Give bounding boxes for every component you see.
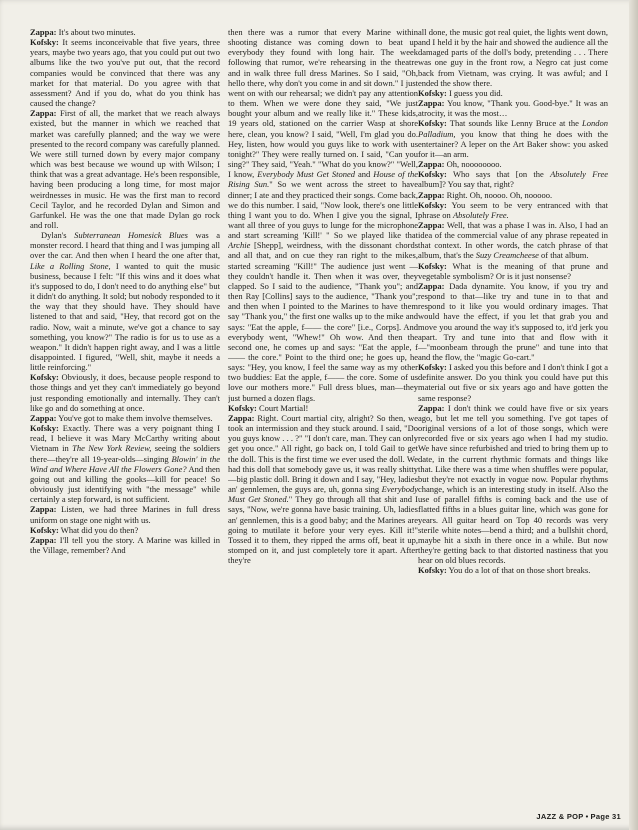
paragraph-text: was a monster record. I heard that thing and I was jumping all over the car. And then when I heard the one after that, xyxy=(30,230,220,261)
paragraph-text: all done, the music got real quiet, the lights went down, and I held it by the hair and showed the audience all the damaged parts of the doll's body, pretending . . . There was one guy in the front row, a Negro cat just come back from Vietnam, was crying. It was awful; and I ended the show there. xyxy=(418,27,608,88)
speaker-label: Kofsky: xyxy=(418,87,447,98)
interview-paragraph xyxy=(418,403,608,566)
paragraph-text: It seems inconceivable that five years, three years, maybe two years ago, that you could put out two albums like the two you've put out, that the record companies would be convinced that there was any market for that material. Do you agree with that assessment? And if you do, what do you think has caused the change? xyxy=(30,37,220,109)
interview-paragraph xyxy=(30,108,220,230)
interview-paragraph xyxy=(418,261,608,281)
italic-title: London Palladium, xyxy=(418,118,608,139)
interview-paragraph xyxy=(418,362,608,403)
paragraph-text: Right. Court martial city, alright? So then, we took an intermission and they stuck around. I said, "Do you guys know . . . ?" "I don't care, man. They can only get you once." All right, go back on, I told Gail to get the doll. This is the first time we ever used the doll. We had this doll that somebody gave us, it was really shitty—big plastic doll. Bring it down and I say, "Hey, ladies an' gennlemen, the guys are, uh, gonna sing xyxy=(228,412,418,495)
paragraph-text: Dada dynamite. You know, if you try and respond to that—like try and tune in to that and respond to it like you would ordinary images. That would have the effect, if you let that grab you and move you around the way it's supposed to, it'd jerk you apart. Try and tune into that and flow with it—"moonbeam through the prune" and tune into that and the flow, the "magic Go-cart." xyxy=(418,280,608,362)
italic-title: Everybody Must Get Stoned xyxy=(257,169,356,180)
text-column-3 xyxy=(418,27,608,799)
speaker-label: Kofsky: xyxy=(418,362,447,373)
text-column-1 xyxy=(30,27,220,799)
interview-paragraph xyxy=(418,118,608,159)
interview-paragraph xyxy=(30,27,220,37)
page-number: Page 31 xyxy=(590,812,621,821)
italic-title: Archie xyxy=(228,240,251,251)
paragraph-text: What did you do then? xyxy=(60,524,139,535)
paragraph-text: You do a lot of that on those short breaks. xyxy=(448,565,591,576)
speaker-label: Zappa: xyxy=(418,402,445,413)
paragraph-text: " So we went across the street to have dinner; I ate and they practiced their songs. Come back, we do this number. I said, "Now look, there's one little thing I want you to do. When I give you the signal, I want all three of you guys to lunge for the microphone and start screaming 'Kill!' " So we played like that xyxy=(228,179,418,241)
publication-name: JAZZ & POP xyxy=(536,812,584,821)
paragraph-text: What is the meaning of that prune and vegetable symbolism? Or is it just nonsense? xyxy=(418,260,608,281)
paragraph-text: Court Martial! xyxy=(258,402,309,413)
paragraph-text: I asked you this before and I don't think I got a definite answer. Do you think you could have put this material out five or six years ago and have gotten the same response? xyxy=(418,362,608,403)
speaker-label: Zappa: xyxy=(418,98,445,109)
speaker-label: Zappa: xyxy=(418,219,445,230)
speaker-label: Kofsky: xyxy=(30,37,59,48)
paragraph-text: Well, that was a phase I was in. Also, I had an idea of the commercial value of any phrase repeated in that context. In other words, the catch phrase of that album, that's the xyxy=(418,219,608,261)
paragraph-text: You've got to make them involve themselves. xyxy=(58,412,213,423)
paragraph-text: Oh, noooooooo. xyxy=(446,159,502,170)
speaker-label: Kofsky: xyxy=(418,565,447,576)
paragraph-text: First of all, the market that we reach always existed, but the manner in which we reached that market was carefully planned; and the way we were presented to the record company was carefully planned. We were still turned down by every major company which was best because we wound up with Wilson; I think that was a great advantage. He's been responsible, having been producing a long time, for most major weirdnesses in music. He was the first man to record Cecil Taylor, and he recorded Dylan and Simon and Garfunkel. He was the one that made Dylan go rock and roll. xyxy=(30,108,220,230)
speaker-label: Zappa: xyxy=(30,504,57,515)
interview-paragraph xyxy=(30,423,220,504)
speaker-label: Zappa: xyxy=(30,27,57,37)
speaker-label: Zappa: xyxy=(30,534,57,545)
speaker-label: Kofsky: xyxy=(30,423,59,434)
interview-paragraph xyxy=(30,535,220,555)
interview-paragraph xyxy=(418,281,608,362)
paragraph-text: [Shepp], weirdness, with the dissonant chords and all that, and on cue they ran right to the mikes, started screaming "Kill!" The audience just went —they couldn't handle it. Then when it was over, they clapped. So I said to the audience, "Thank you"; and then Ray [Collins] says to the audience, "Thank you"; and then when I pointed to the Marines to have them say "Thank you," the first one walks up to the mike and says: "Eat the apple, f—— the core" [i.e., Corps]. And everybody went, "Whew!" Oh wow. And then the second one, he comes up and says: "Eat the apple, f—— the core." Point to the third one; he goes up, he says: "Hey, you know, I feel the same way as my other two buddies: Eat the apple, f—— the core. Some of us love our mothers more." Full dress blues, man—they just burned a dozen flags. xyxy=(228,240,418,403)
interview-paragraph xyxy=(418,190,608,200)
speaker-label: Kofsky: xyxy=(418,199,447,210)
paragraph-text: That sounds like Lenny Bruce at the xyxy=(449,118,583,129)
interview-paragraph xyxy=(30,525,220,535)
paragraph-text: and xyxy=(355,169,374,180)
interview-paragraph xyxy=(30,230,220,372)
italic-title: Blowin' in the Wind and Where Have All the Flowers Gone? xyxy=(30,453,220,474)
italic-title: The New York Review, xyxy=(72,443,152,454)
paragraph-text: You seem to be very entranced with that phrase on xyxy=(418,199,608,220)
speaker-label: Zappa: xyxy=(418,280,445,291)
paragraph-text: then there was a rumor that every Marine within shooting distance was coming down to beat up everybody they found with long hair. The week following that rumor, we're rehearsing in the theatre and in walk three full dress Marines. So I said, "Oh, hello there, why don't you come in and sit down." I just went on with our rehearsal; we didn't pay any attention to them. When we were done they said, "We just bought your album and we really like it." These kids, 19 years old, stationed on the carrier Wasp at shore here, clean, you know? I said, "Well, I'm glad you do. Hey, listen, how would you guys like to work with us tonight?" They were really turned on. I said, "Can you sing?" They said, "Yeah." "What do you know?" "Well, I know, xyxy=(228,27,418,180)
paragraph-text: I don't think we could have five or six years ago, but let me tell you something. I've got tapes of original versions of a lot of those songs, which were recorded five or six years ago when I had my studio. We have since refurbished and tried to bring them up to date, in the current rhythmic formats and things like that. Like there was a time when shuffles were popular, but they're not exactly in vogue now. Popular rhythms change, which is an interesting study in itself. Also the use of parallel fifths is coming back and the use of flatted fifths in a blues guitar line, which was gone for years. All guitar heard on Top 40 records was very sterile white notes—bend a third; and a bullshit chord, maybe hit a sixth in there once in a while. But now they're getting back to that distorted nastiness that you hear on old blues records. xyxy=(418,402,608,566)
paragraph-text: Obviously, it does, because people respond to those things and yet they can't immediately go beyond just responding emotionally and internally. They can't like go and do something at once. xyxy=(30,372,220,413)
paragraph-text: I'll tell you the story. A Marine was killed in the Village, remember? And xyxy=(30,534,220,555)
speaker-label: Zappa: xyxy=(228,412,255,423)
page-edge-shadow xyxy=(629,0,638,830)
paragraph-text: Dylan's xyxy=(41,230,75,241)
italic-title: Absolutely Free. xyxy=(452,209,509,220)
italic-title: Like a Rolling Stone, xyxy=(30,260,111,271)
interview-paragraph xyxy=(418,565,608,575)
paragraph-text: Listen, we had three Marines in full dress uniform on stage one night with us. xyxy=(30,504,220,525)
speaker-label: Kofsky: xyxy=(30,372,59,383)
interview-paragraph xyxy=(418,159,608,169)
italic-title: Subterranean Homesick Blues xyxy=(74,230,188,241)
paragraph-text: Who says that [on the xyxy=(452,169,551,180)
paragraph-text: Exactly. There was a very poignant thing I read, I believe it was Mary McCarthy writing about Vietnam in xyxy=(30,423,220,454)
paragraph-text: " They go through all that shit and I says, "Now, we're gonna have basic training. Uh, ladies an' gennlemen, this is a good baby; and the Marines are going to mutilate it before your very eyes. Kill it!" Tossed it to them, they ripped the arms off, beat it up, stomped on it, and just completely tore it apart. After they're xyxy=(228,494,418,566)
speaker-label: Kofsky: xyxy=(418,169,447,180)
italic-title: Suzy Creamcheese xyxy=(475,250,539,261)
paragraph-text: And then going out and killing the gooks—kill for peace! So obviously just identifying with "the message" while certainly a step forward, is not sufficient. xyxy=(30,463,220,505)
speaker-label: Zappa: xyxy=(418,189,445,200)
paragraph-text: I guess you did. xyxy=(448,87,503,98)
speaker-label: Kofsky: xyxy=(30,524,59,535)
interview-paragraph xyxy=(30,372,220,413)
text-column-2 xyxy=(228,27,418,799)
interview-paragraph xyxy=(418,220,608,261)
paragraph-text: seeing the soldiers there—they're all 19-year-olds—singing xyxy=(30,443,220,464)
page-footer xyxy=(536,812,621,821)
interview-paragraph xyxy=(418,200,608,220)
interview-paragraph xyxy=(418,88,608,98)
speaker-label: Zappa: xyxy=(30,108,57,119)
interview-paragraph xyxy=(30,504,220,524)
interview-paragraph xyxy=(228,413,418,565)
paragraph-text: I wanted to quit the music business, because I felt: "If this wins and it does what it's supposed to do, I don't need to do anything else" but it didn't do anything. It sold; but nobody responded to it the way that they should have. They should have listened to that and said, "Hey, that record got on the radio. Now, wait a minute, we've got a chance to say something, you know?" The radio is for us to use as a weapon." It didn't happen right away, and I was a little disappointed. I figured, "Well, shit, maybe it needs a little reinforcing." xyxy=(30,260,220,373)
interview-paragraph xyxy=(30,37,220,108)
interview-paragraph xyxy=(418,169,608,189)
interview-paragraph xyxy=(30,413,220,423)
speaker-label: Kofsky: xyxy=(418,118,447,129)
paragraph-text: You know, "Thank you. Good-bye." It was an atrocity, it was the most… xyxy=(418,98,608,119)
italic-title: House of the Rising Sun. xyxy=(228,169,418,190)
speaker-label: Kofsky: xyxy=(418,260,447,271)
paragraph-text: album]? You say that, right? xyxy=(418,179,514,190)
italic-title: Absolutely Free xyxy=(550,169,608,180)
speaker-label: Kofsky: xyxy=(228,402,257,413)
italic-title: Everybody Must Get Stoned. xyxy=(228,484,418,505)
speaker-label: Zappa: xyxy=(30,412,57,423)
interview-paragraph xyxy=(228,27,418,403)
interview-paragraph xyxy=(418,27,608,88)
footer-bullet: • xyxy=(585,812,589,821)
interview-paragraph xyxy=(228,403,418,413)
paragraph-text: Right. Oh, noooo. Oh, nooooo. xyxy=(446,189,553,200)
interview-paragraph xyxy=(418,98,608,118)
paragraph-text: of that album. xyxy=(538,250,589,261)
paragraph-text: you know that thing he does with the entertainer? A leper on the Art Baker show: you asked for it—an arm. xyxy=(418,128,608,159)
paragraph-text: It's about two minutes. xyxy=(58,27,136,37)
speaker-label: Zappa: xyxy=(418,159,445,170)
